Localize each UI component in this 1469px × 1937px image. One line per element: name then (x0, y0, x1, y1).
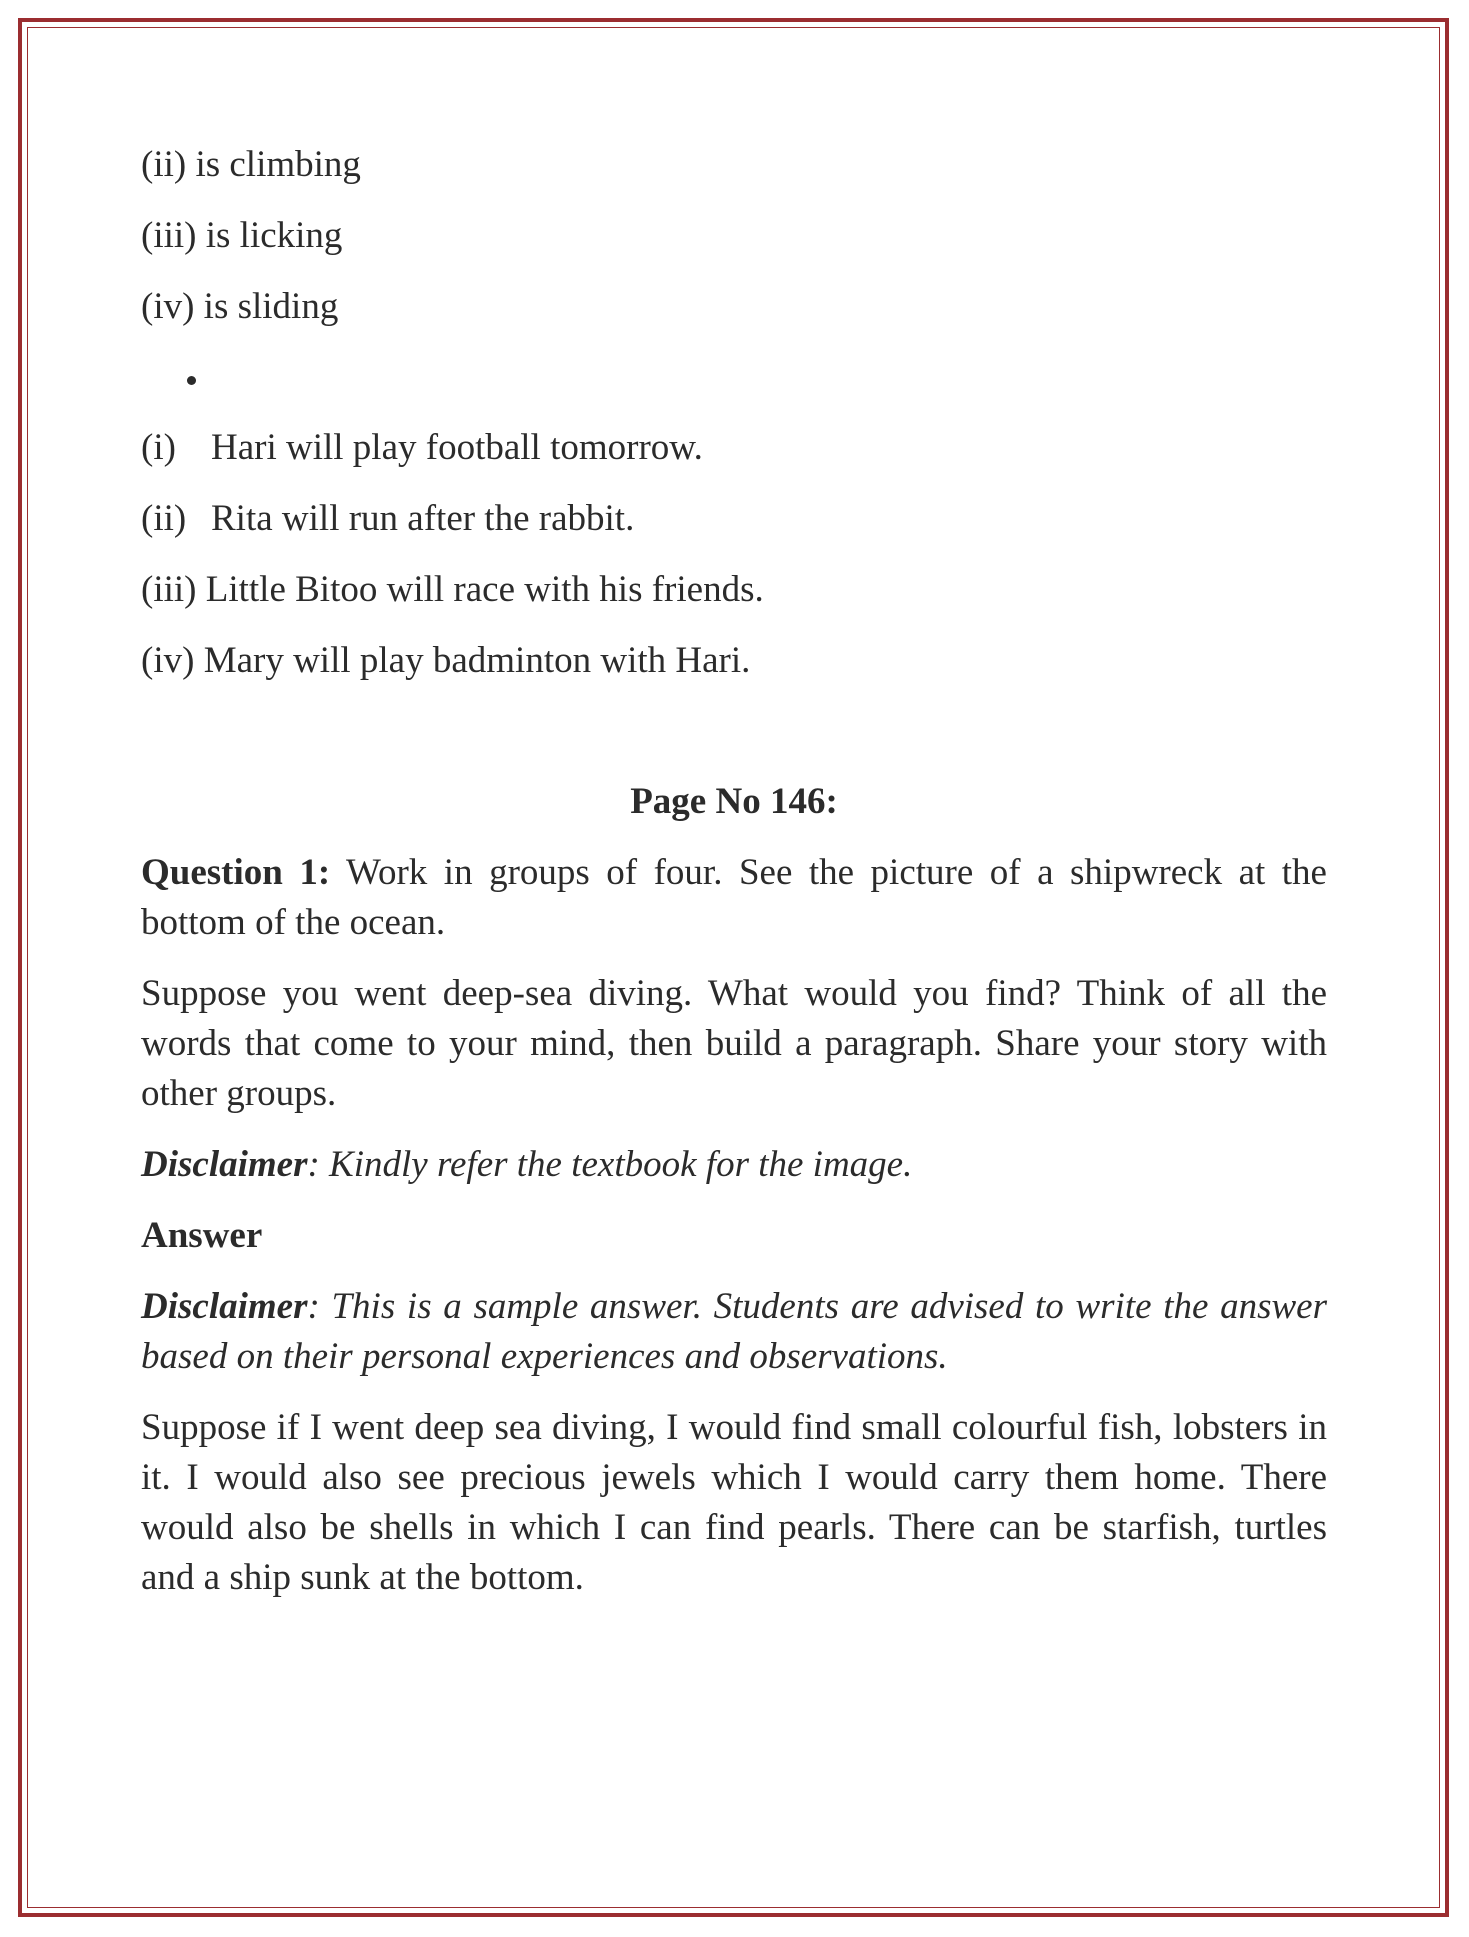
future-list-item (141, 565, 764, 615)
question-paragraph-2: Suppose you went deep-sea diving. What would you find? Think of all the words that come to your mind, then build a paragraph. Share your story with other groups. (141, 973, 1327, 1114)
verb-list-item: (ii) is climbing (141, 144, 361, 185)
verb-list-item: (iii) is licking (141, 215, 343, 256)
item-number: (iii) (141, 569, 197, 610)
item-text: Little Bitoo will race with his friends. (205, 569, 764, 610)
future-list-item (141, 636, 750, 686)
question-label: Question 1: (141, 852, 331, 893)
disclaimer-label: Disclaimer (141, 1144, 308, 1185)
answer-paragraph: Suppose if I went deep sea diving, I would find small colourful fish, lobsters in it. I would also see precious jewels which I would carry them home. There would also be shells in which I can find pearls. There can be starfish, turtles and a ship sunk at the bottom. (141, 1407, 1327, 1598)
sample-disclaimer (141, 1282, 1327, 1382)
disclaimer-line (141, 1140, 1327, 1190)
question-paragraph (141, 848, 1327, 948)
item-number: (ii) (141, 498, 187, 539)
future-list-item (141, 423, 703, 473)
disclaimer-label: Disclaimer (141, 1286, 308, 1327)
item-number: (iv) (141, 640, 195, 681)
future-list-item (141, 494, 634, 544)
item-text: Rita will run after the rabbit. (211, 498, 635, 539)
item-number: (i) (141, 427, 176, 468)
verb-list-item: (iv) is sliding (141, 286, 339, 327)
item-text: Mary will play badminton with Hari. (203, 640, 751, 681)
page-heading: Page No 146: (630, 781, 838, 822)
disclaimer-text: : Kindly refer the textbook for the image. (307, 1144, 913, 1185)
item-text: Hari will play football tomorrow. (211, 427, 703, 468)
question-text: Work in groups of four. See the picture of a shipwreck at the bottom of the ocean. (141, 852, 1327, 943)
disclaimer-text: : This is a sample answer. Students are advised to write the answer based on their personal experiences and observations. (141, 1286, 1327, 1377)
answer-heading: Answer (141, 1215, 263, 1256)
bullet-point (187, 376, 196, 385)
